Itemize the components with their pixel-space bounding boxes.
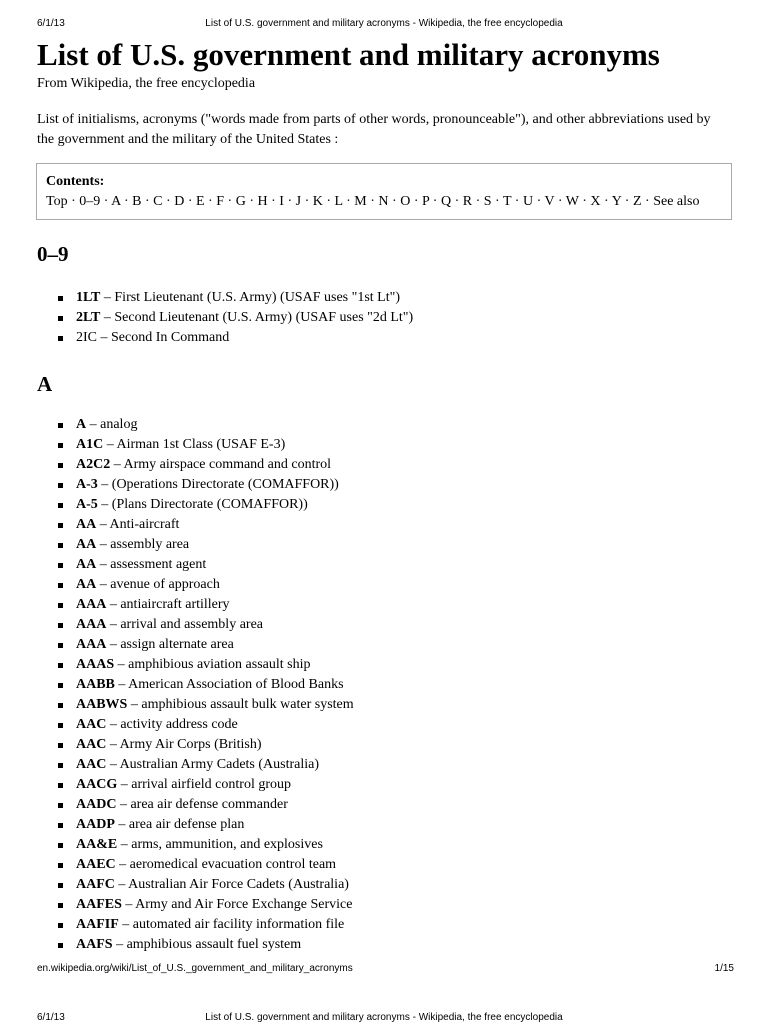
toc-link[interactable]: B	[132, 194, 142, 209]
list-item	[55, 675, 354, 695]
acronym: A2C2	[76, 457, 111, 472]
toc-link[interactable]: Top	[46, 194, 68, 209]
acronym: AA	[76, 557, 97, 572]
list-item	[55, 475, 354, 495]
toc-separator: ·	[429, 194, 441, 209]
toc-separator: ·	[511, 194, 523, 209]
print-date: 6/1/13	[37, 18, 65, 29]
acronym: A1C	[76, 437, 104, 452]
list-item	[55, 328, 413, 348]
acronym: AAC	[76, 757, 107, 772]
toc-link[interactable]: V	[544, 194, 555, 209]
list-item	[55, 615, 354, 635]
definition: – Airman 1st Class (USAF E-3)	[103, 437, 286, 452]
print-title: List of U.S. government and military acronyms - Wikipedia, the free encyclopedia	[205, 18, 563, 29]
footer-url: en.wikipedia.org/wiki/List_of_U.S._government_and_military_acronyms	[37, 963, 353, 974]
acronym: A-5	[76, 497, 98, 512]
list-item	[55, 595, 354, 615]
definition: – automated air facility information file	[118, 917, 345, 932]
definition: – amphibious assault bulk water system	[127, 697, 354, 712]
definition: – antiaircraft artillery	[106, 597, 230, 612]
page-title: List of U.S. government and military acronyms	[37, 37, 660, 72]
table-of-contents	[36, 163, 732, 220]
toc-link[interactable]: See also	[653, 194, 700, 209]
toc-link[interactable]: K	[312, 194, 323, 209]
toc-separator: ·	[184, 194, 196, 209]
toc-separator: ·	[100, 194, 112, 209]
bullet-icon	[58, 943, 63, 948]
toc-link[interactable]: 0–9	[79, 194, 101, 209]
list-item	[55, 895, 354, 915]
bullet-icon	[58, 763, 63, 768]
toc-link[interactable]: U	[522, 194, 534, 209]
bullet-icon	[58, 863, 63, 868]
toc-separator: ·	[224, 194, 236, 209]
definition: – Army and Air Force Exchange Service	[121, 897, 353, 912]
bullet-icon	[58, 883, 63, 888]
intro-paragraph: List of initialisms, acronyms ("words made from parts of other words, pronounceable"), and other abbreviations used by the government and the military of the United States :	[37, 112, 711, 147]
toc-separator: ·	[533, 194, 545, 209]
list-item	[55, 855, 354, 875]
toc-separator: ·	[245, 194, 258, 209]
list-item	[55, 775, 354, 795]
bullet-icon	[58, 483, 63, 488]
bullet-icon	[58, 563, 63, 568]
definition: – aeromedical evacuation control team	[115, 857, 337, 872]
bullet-icon	[58, 316, 63, 321]
definition: – area air defense plan	[114, 817, 245, 832]
page-subtitle: From Wikipedia, the free encyclopedia	[37, 76, 256, 91]
bullet-icon	[58, 423, 63, 428]
toc-link[interactable]: Z	[632, 194, 642, 209]
acronym: AA	[76, 517, 97, 532]
list-item	[55, 695, 354, 715]
entry-list-a	[55, 415, 354, 955]
definition: – amphibious assault fuel system	[112, 937, 302, 952]
definition: – avenue of approach	[96, 577, 220, 592]
toc-link[interactable]: C	[153, 194, 163, 209]
toc-separator: ·	[621, 194, 633, 209]
acronym: AAFS	[76, 937, 113, 952]
toc-link[interactable]: F	[216, 194, 225, 209]
section-heading-a: A	[37, 372, 53, 396]
toc-separator: ·	[322, 194, 335, 209]
toc-link[interactable]: R	[462, 194, 473, 209]
list-item	[55, 555, 354, 575]
bullet-icon	[58, 683, 63, 688]
definition: – Second Lieutenant (U.S. Army) (USAF uses "2d Lt")	[100, 310, 414, 325]
bullet-icon	[58, 603, 63, 608]
list-item	[55, 795, 354, 815]
definition: – Army airspace command and control	[110, 457, 332, 472]
next-page-header	[0, 1012, 768, 1024]
acronym: AAFC	[76, 877, 115, 892]
definition: – Australian Army Cadets (Australia)	[106, 757, 320, 772]
toc-link[interactable]: Q	[440, 194, 452, 209]
acronym: AAC	[76, 737, 107, 752]
toc-link[interactable]: T	[502, 194, 512, 209]
definition: – (Plans Directorate (COMAFFOR))	[97, 497, 308, 512]
toc-separator: ·	[120, 194, 133, 209]
definition: – activity address code	[106, 717, 238, 732]
list-item	[55, 755, 354, 775]
definition: – Second In Command	[97, 330, 230, 345]
bullet-icon	[58, 523, 63, 528]
list-item	[55, 535, 354, 555]
toc-link[interactable]: H	[257, 194, 268, 209]
toc-separator: ·	[342, 194, 355, 209]
list-item	[55, 288, 413, 308]
acronym: AAA	[76, 637, 107, 652]
list-item	[55, 495, 354, 515]
bullet-icon	[58, 903, 63, 908]
list-item	[55, 575, 354, 595]
acronym: AABB	[76, 677, 115, 692]
list-item	[55, 715, 354, 735]
print-header	[0, 18, 768, 32]
list-item	[55, 515, 354, 535]
definition: – First Lieutenant (U.S. Army) (USAF uses "1st Lt")	[100, 290, 400, 305]
toc-link[interactable]: G	[235, 194, 246, 209]
toc-separator: ·	[472, 194, 484, 209]
definition: – Army Air Corps (British)	[106, 737, 262, 752]
list-item	[55, 735, 354, 755]
toc-link[interactable]: Y	[611, 194, 622, 209]
acronym: 2IC	[76, 330, 97, 345]
toc-links	[46, 192, 731, 212]
toc-link[interactable]: X	[590, 194, 601, 209]
toc-link[interactable]: O	[400, 194, 411, 209]
list-item	[55, 435, 354, 455]
toc-separator: ·	[491, 194, 503, 209]
acronym: AADC	[76, 797, 117, 812]
list-item	[55, 655, 354, 675]
bullet-icon	[58, 543, 63, 548]
bullet-icon	[58, 443, 63, 448]
definition: – arrival airfield control group	[117, 777, 292, 792]
list-item	[55, 875, 354, 895]
acronym: AAFIF	[76, 917, 119, 932]
acronym: A-3	[76, 477, 98, 492]
acronym: A	[76, 417, 87, 432]
toc-separator: ·	[267, 194, 280, 209]
bullet-icon	[58, 823, 63, 828]
list-item	[55, 815, 354, 835]
acronym: AAC	[76, 717, 107, 732]
toc-link[interactable]: E	[195, 194, 205, 209]
list-item	[55, 915, 354, 935]
definition: – assembly area	[96, 537, 190, 552]
bullet-icon	[58, 803, 63, 808]
toc-link[interactable]: P	[421, 194, 430, 209]
toc-separator: ·	[67, 194, 80, 209]
acronym: AA	[76, 537, 97, 552]
toc-link[interactable]: J	[295, 194, 302, 209]
toc-separator: ·	[641, 194, 654, 209]
acronym: AADP	[76, 817, 115, 832]
toc-link[interactable]: W	[565, 194, 579, 209]
toc-separator: ·	[554, 194, 566, 209]
toc-link[interactable]: M	[354, 194, 367, 209]
toc-separator: ·	[388, 194, 401, 209]
toc-separator: ·	[162, 194, 175, 209]
acronym: 1LT	[76, 290, 101, 305]
definition: – analog	[86, 417, 138, 432]
definition: – (Operations Directorate (COMAFFOR))	[97, 477, 339, 492]
bullet-icon	[58, 703, 63, 708]
bullet-icon	[58, 783, 63, 788]
list-item	[55, 935, 354, 955]
toc-title: Contents:	[46, 174, 105, 189]
list-item	[55, 635, 354, 655]
bullet-icon	[58, 723, 63, 728]
list-item	[55, 308, 413, 328]
bullet-icon	[58, 623, 63, 628]
definition: – assign alternate area	[106, 637, 234, 652]
definition: – American Association of Blood Banks	[114, 677, 344, 692]
toc-separator: ·	[451, 194, 463, 209]
definition: – assessment agent	[96, 557, 207, 572]
bullet-icon	[58, 296, 63, 301]
toc-separator: ·	[283, 194, 296, 209]
acronym: AAA	[76, 617, 107, 632]
bullet-icon	[58, 923, 63, 928]
toc-link[interactable]: S	[483, 194, 492, 209]
entry-list-0-9	[55, 288, 413, 348]
list-item	[55, 415, 354, 435]
next-page-date: 6/1/13	[37, 1012, 65, 1023]
toc-separator: ·	[410, 194, 422, 209]
toc-separator: ·	[600, 194, 612, 209]
acronym: AA	[76, 577, 97, 592]
acronym: AAA	[76, 597, 107, 612]
acronym: AAFES	[76, 897, 122, 912]
toc-separator: ·	[366, 194, 379, 209]
definition: – arms, ammunition, and explosives	[117, 837, 323, 852]
section-heading-0-9: 0–9	[37, 242, 69, 266]
print-footer	[0, 963, 768, 977]
bullet-icon	[58, 463, 63, 468]
acronym: AAEC	[76, 857, 116, 872]
acronym: 2LT	[76, 310, 101, 325]
definition: – arrival and assembly area	[106, 617, 263, 632]
bullet-icon	[58, 503, 63, 508]
toc-link[interactable]: N	[378, 194, 389, 209]
definition: – area air defense commander	[116, 797, 288, 812]
acronym: AA&E	[76, 837, 118, 852]
acronym: AAAS	[76, 657, 115, 672]
definition: – Anti-aircraft	[96, 517, 180, 532]
acronym: AACG	[76, 777, 118, 792]
bullet-icon	[58, 663, 63, 668]
bullet-icon	[58, 643, 63, 648]
bullet-icon	[58, 336, 63, 341]
toc-link[interactable]: L	[334, 194, 343, 209]
toc-link[interactable]: A	[111, 194, 121, 209]
toc-link[interactable]: I	[279, 194, 284, 209]
toc-separator: ·	[204, 194, 217, 209]
toc-separator: ·	[578, 194, 591, 209]
next-page-title: List of U.S. government and military acronyms - Wikipedia, the free encyclopedia	[205, 1012, 563, 1023]
toc-link[interactable]: D	[174, 194, 185, 209]
list-item	[55, 455, 354, 475]
bullet-icon	[58, 843, 63, 848]
definition: – Australian Air Force Cadets (Australia)	[114, 877, 349, 892]
definition: – amphibious aviation assault ship	[114, 657, 311, 672]
acronym: AABWS	[76, 697, 128, 712]
list-item	[55, 835, 354, 855]
toc-separator: ·	[301, 194, 313, 209]
footer-page-number: 1/15	[714, 963, 734, 974]
toc-separator: ·	[141, 194, 154, 209]
bullet-icon	[58, 583, 63, 588]
bullet-icon	[58, 743, 63, 748]
